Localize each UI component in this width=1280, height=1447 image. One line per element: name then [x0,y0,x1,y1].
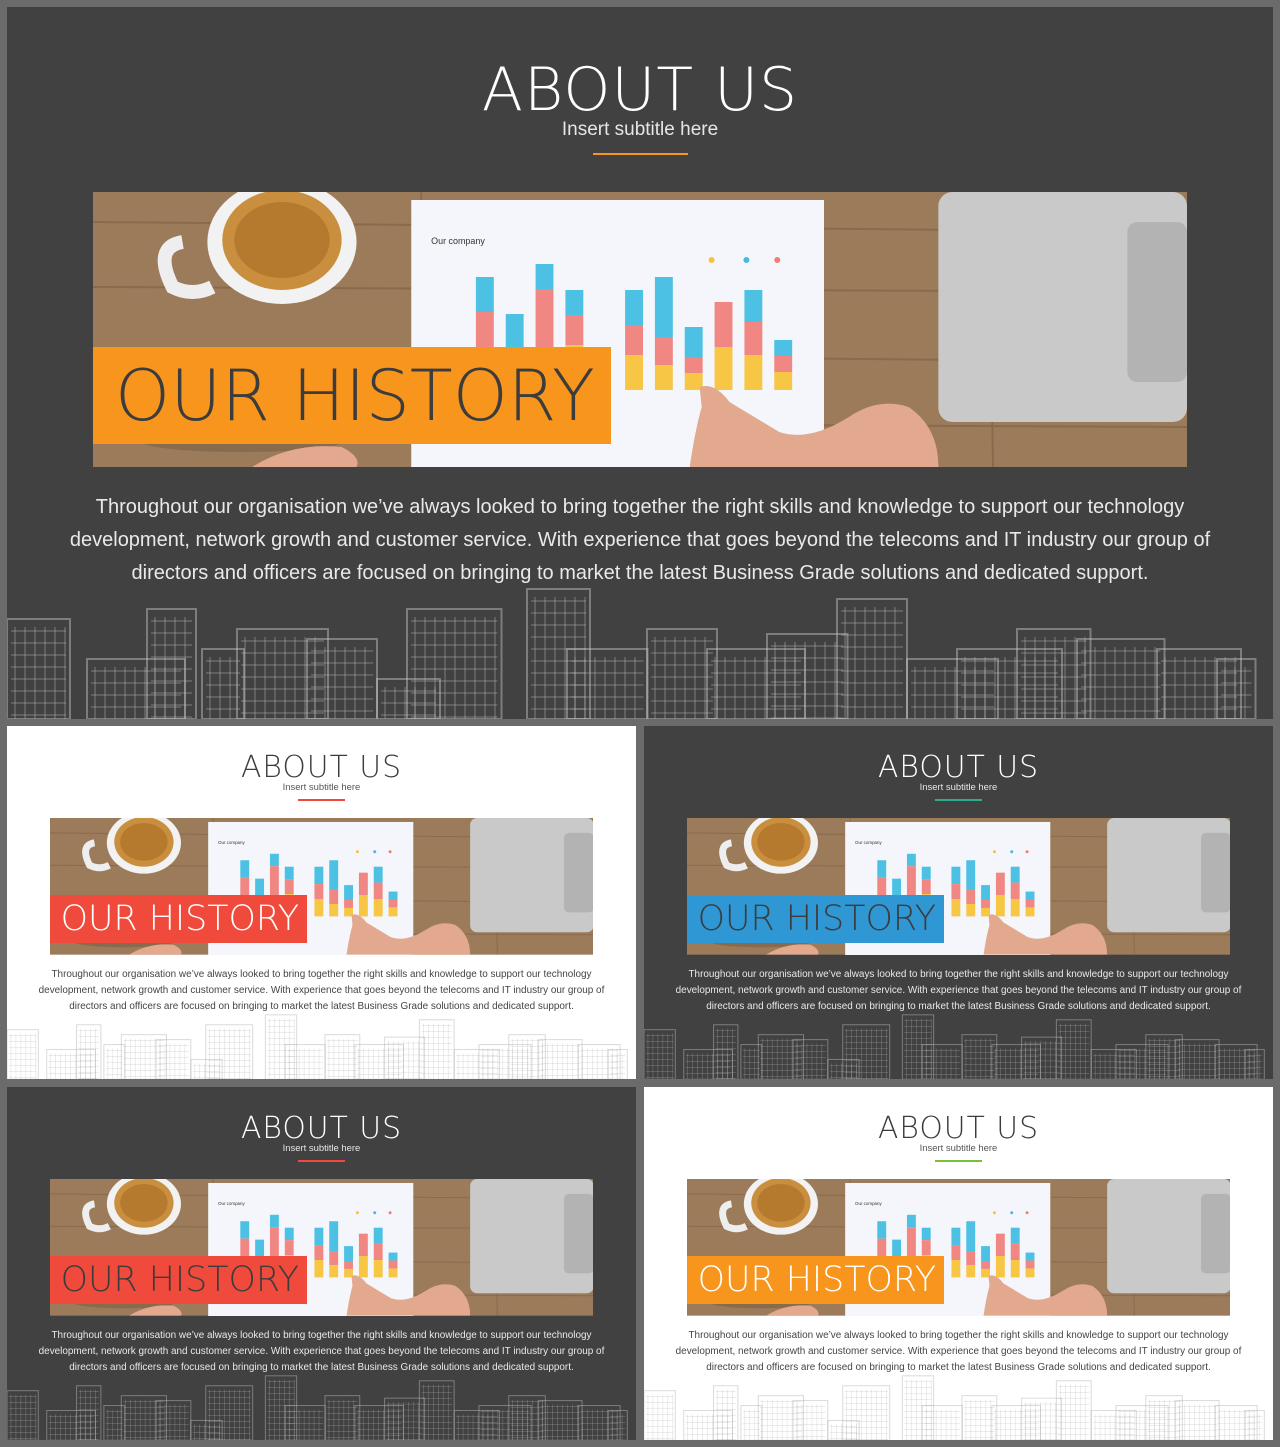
history-paragraph [664,967,1253,1016]
about-us-slide[interactable] [7,7,1273,719]
title-underline [298,1160,345,1162]
history-paragraph [27,967,616,1016]
slide-title: ABOUT US [240,749,403,785]
slide-title: ABOUT US [240,1110,403,1146]
report-title: Our company [217,839,245,845]
slide-subtitle: Insert subtitle here [282,1142,361,1154]
about-us-slide[interactable] [7,1087,636,1440]
title-underline [935,799,982,801]
banner-label: OUR HISTORY [60,899,300,940]
banner-label: OUR HISTORY [60,1260,300,1301]
history-banner [93,347,611,444]
paragraph-line: directors and officers are focused on bringing to market the latest Business Grade solutions and dedicated support. [69,1362,574,1374]
paragraph-line: Throughout our organisation we’ve always looked to bring together the right skills and knowledge to support our technology [51,1329,592,1341]
slide-title: ABOUT US [877,749,1040,785]
paragraph-line: directors and officers are focused on bringing to market the latest Business Grade solutions and dedicated support. [706,1001,1211,1013]
report-title: Our company [431,235,485,247]
paragraph-line: development, network growth and customer service. With experience that goes beyond the telecoms and IT industry our group of [38,984,605,996]
paragraph-line: development, network growth and customer service. With experience that goes beyond the telecoms and IT industry our group of [675,984,1242,996]
title-underline [935,1160,982,1162]
banner-label: OUR HISTORY [115,354,595,437]
slide-title: ABOUT US [481,55,799,125]
title-underline [298,799,345,801]
paragraph-line: development, network growth and customer service. With experience that goes beyond the telecoms and IT industry our group of [38,1345,605,1357]
paragraph-line: Throughout our organisation we’ve always looked to bring together the right skills and knowledge to support our technology [688,968,1229,980]
paragraph-line: Throughout our organisation we’ve always looked to bring together the right skills and knowledge to support our technology [95,496,1185,518]
about-us-slide[interactable] [644,1087,1273,1440]
banner-label: OUR HISTORY [697,899,937,940]
laptop-icon [1107,1179,1231,1293]
slide-subtitle: Insert subtitle here [282,781,361,793]
slide-subtitle: Insert subtitle here [561,119,719,140]
paragraph-line: directors and officers are focused on bringing to market the latest Business Grade solutions and dedicated support. [131,562,1149,584]
paragraph-line: directors and officers are focused on bringing to market the latest Business Grade solutions and dedicated support. [706,1362,1211,1374]
paragraph-line: development, network growth and customer service. With experience that goes beyond the telecoms and IT industry our group of [675,1345,1242,1357]
banner-label: OUR HISTORY [697,1260,937,1301]
about-us-slide[interactable] [7,726,636,1079]
report-title: Our company [217,1200,245,1206]
laptop-icon [1107,818,1231,932]
slide-title: ABOUT US [877,1110,1040,1146]
about-us-slide[interactable] [644,726,1273,1079]
slide-subtitle: Insert subtitle here [919,1142,998,1154]
laptop-icon [470,818,594,932]
history-paragraph [27,1328,616,1377]
title-underline [593,153,688,155]
paragraph-line: development, network growth and customer service. With experience that goes beyond the telecoms and IT industry our group of [69,529,1211,551]
history-paragraph [664,1328,1253,1377]
history-banner [687,1256,944,1304]
history-banner [50,895,307,943]
report-title: Our company [854,839,882,845]
history-banner [687,895,944,943]
paragraph-line: Throughout our organisation we’ve always looked to bring together the right skills and knowledge to support our technology [688,1329,1229,1341]
laptop-icon [938,192,1187,422]
report-title: Our company [854,1200,882,1206]
paragraph-line: Throughout our organisation we’ve always looked to bring together the right skills and knowledge to support our technology [51,968,592,980]
paragraph-line: directors and officers are focused on bringing to market the latest Business Grade solutions and dedicated support. [69,1001,574,1013]
history-paragraph [47,491,1233,590]
history-banner [50,1256,307,1304]
slide-subtitle: Insert subtitle here [919,781,998,793]
laptop-icon [470,1179,594,1293]
